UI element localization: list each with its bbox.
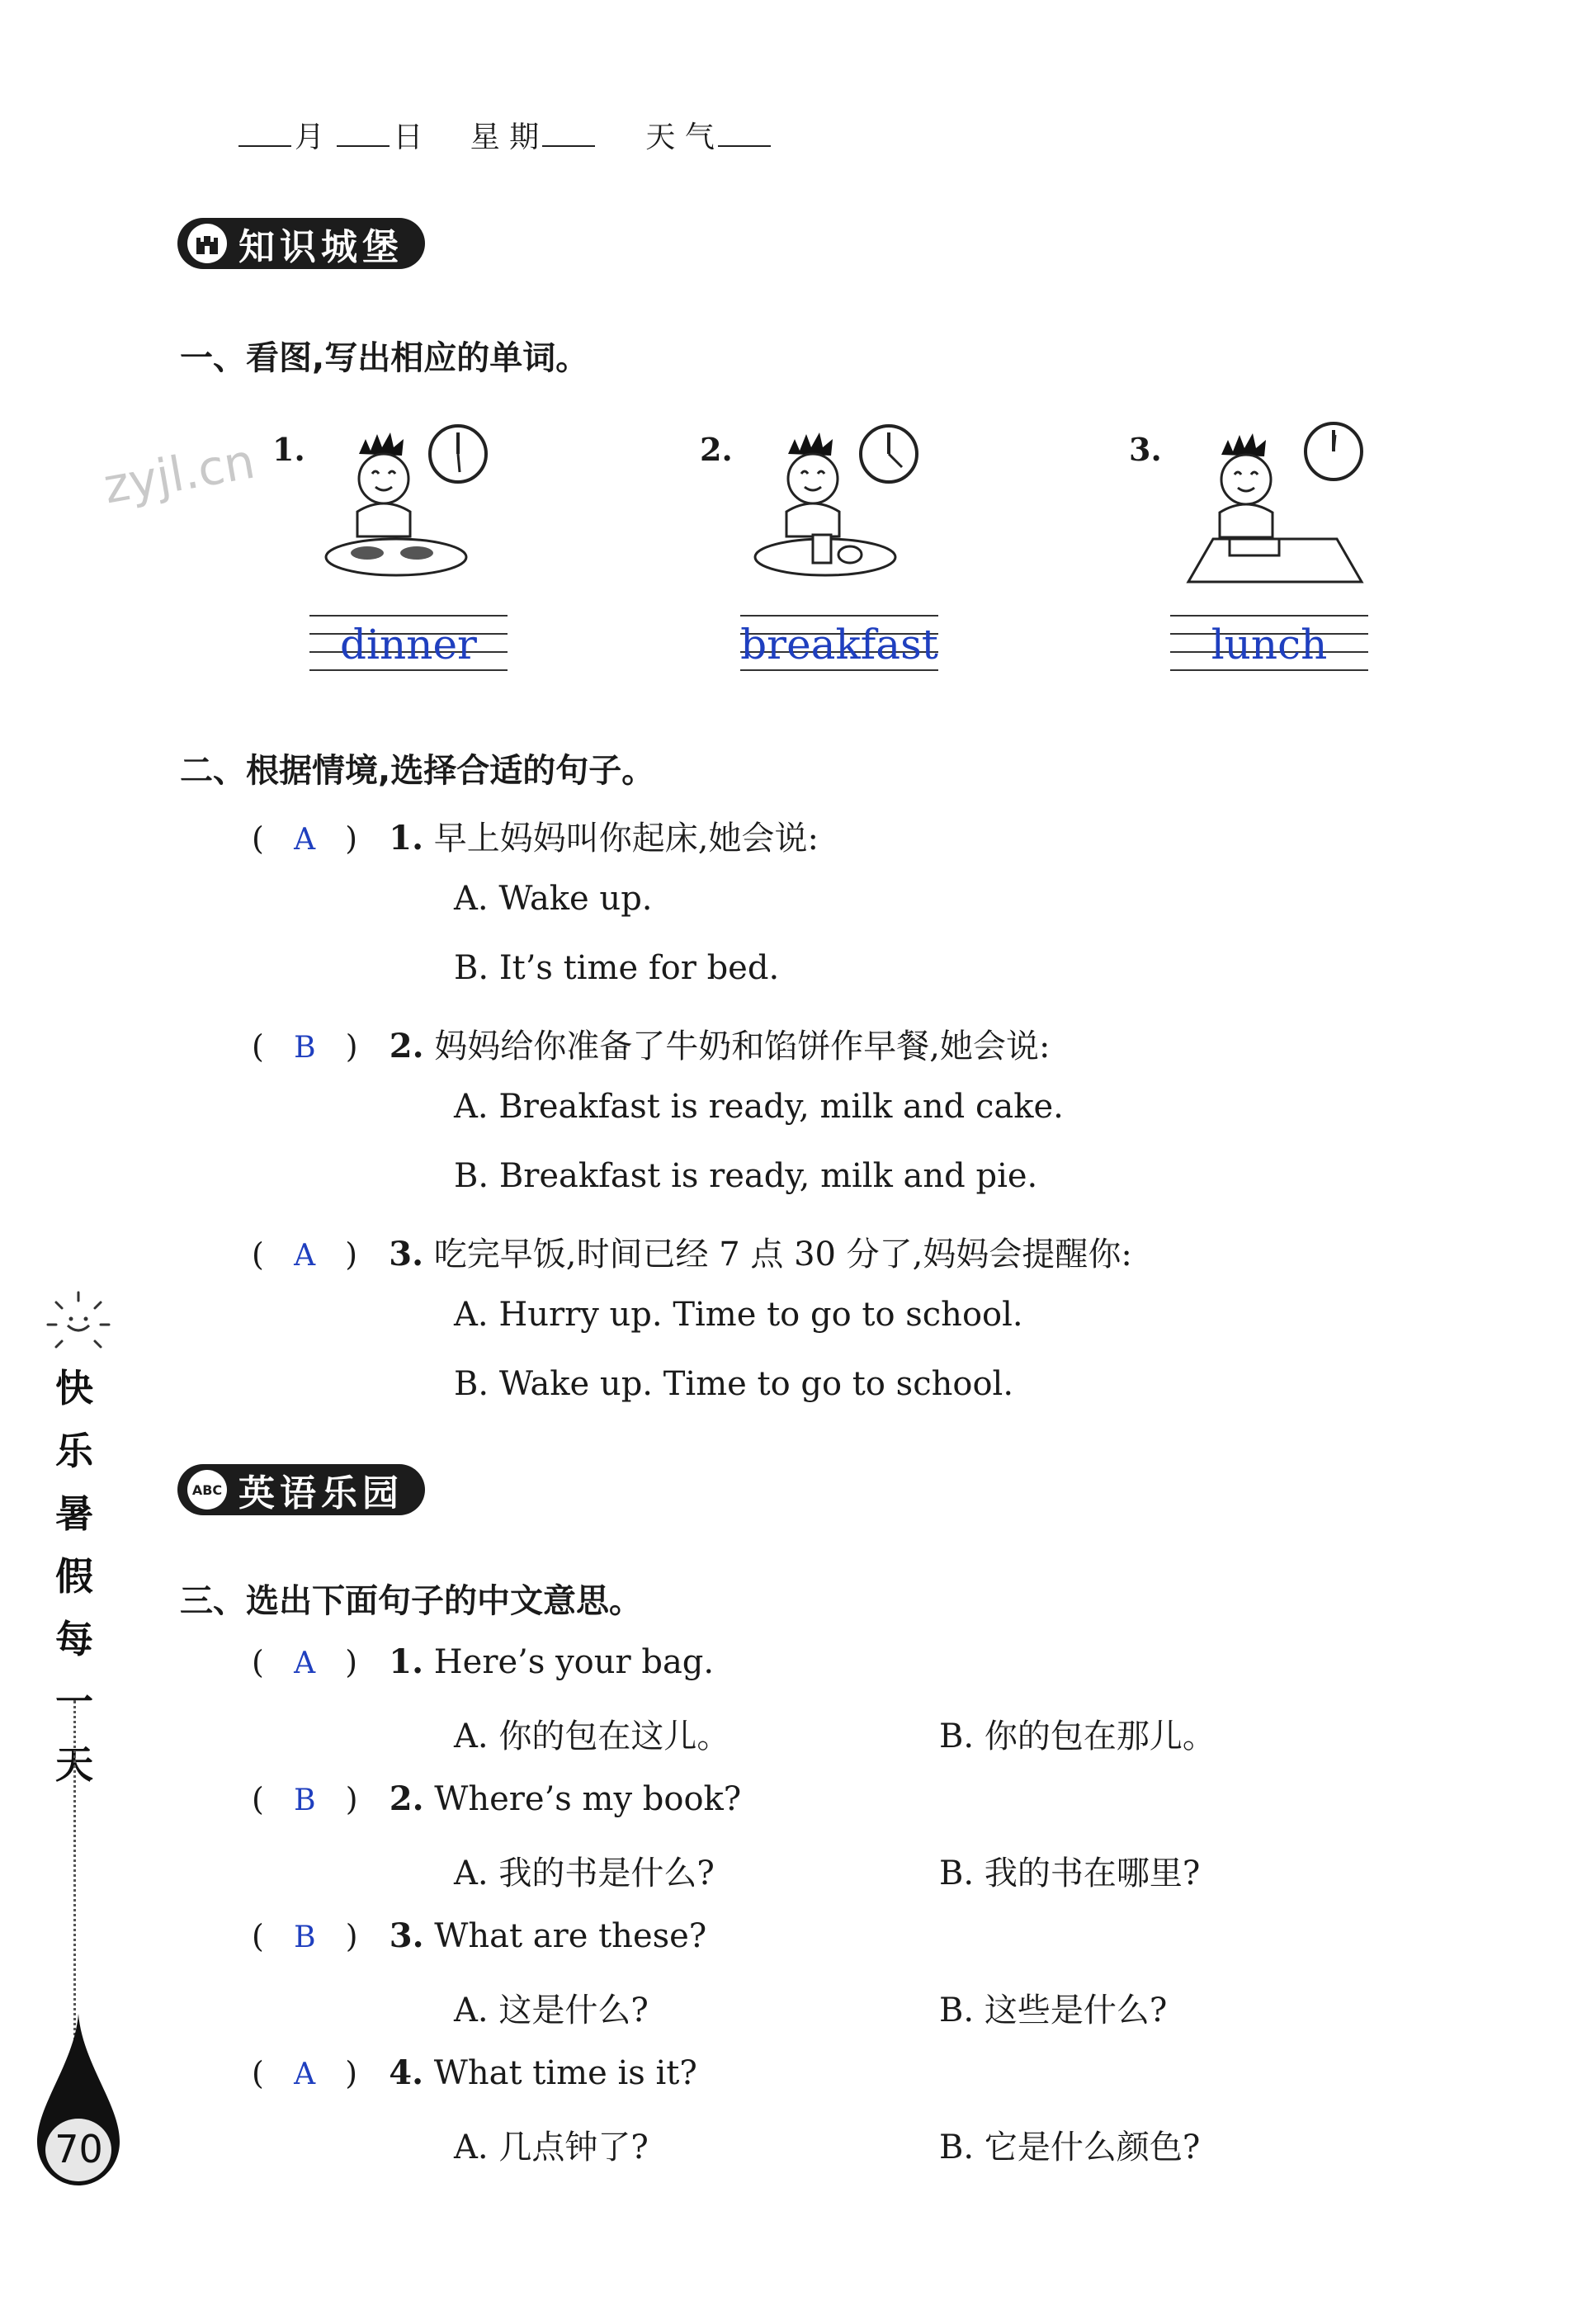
option-a: A. 你的包在这儿。	[454, 1717, 730, 1755]
q2-item-3: ( A ) 3. 吃完早饭,时间已经 7 点 30 分了,妈妈会提醒你:	[252, 1235, 1132, 1273]
option-a: A. Hurry up. Time to go to school.	[454, 1296, 1023, 1334]
option-b: B. Breakfast is ready, milk and pie.	[454, 1157, 1038, 1195]
picture-1-dinner	[318, 421, 499, 589]
day-label: 日	[393, 120, 423, 154]
month-label: 月	[295, 120, 325, 154]
option-b: B. 它是什么颜色?	[939, 2129, 1201, 2166]
weather-blank	[718, 120, 771, 147]
option-a: A. 这是什么?	[454, 1992, 649, 2029]
q3-item-2: ( B ) 2. Where’s my book?	[252, 1779, 742, 1818]
weekday-blank	[542, 120, 595, 147]
weekday-label: 星 期	[470, 120, 540, 154]
picture-1-number: 1.	[272, 431, 305, 468]
answer-word-1: dinner	[340, 621, 477, 669]
picture-2-number: 2.	[700, 431, 733, 468]
option-b: B. 你的包在那儿。	[939, 1717, 1216, 1755]
picture-3-lunch	[1172, 417, 1370, 593]
option-b: B. It’s time for bed.	[454, 949, 780, 987]
question-3-title: 三、选出下面句子的中文意思。	[180, 1582, 642, 1620]
weather-label: 天 气	[645, 120, 715, 154]
abc-blocks-icon: ABC	[187, 1470, 227, 1510]
option-a: A. Breakfast is ready, milk and cake.	[454, 1088, 1064, 1126]
answer-letter: A	[294, 823, 316, 857]
page-number: 70	[54, 2127, 103, 2171]
option-a: A. Wake up.	[454, 880, 653, 918]
day-blank	[337, 120, 390, 147]
castle-icon	[187, 224, 227, 263]
q2-item-2: ( B ) 2. 妈妈给你准备了牛奶和馅饼作早餐,她会说:	[252, 1027, 1051, 1065]
boy-eating-lunch-icon	[1172, 417, 1370, 590]
question-text: Where’s my book?	[434, 1780, 742, 1818]
section-badge-english	[177, 1464, 425, 1515]
picture-3-number: 3.	[1129, 431, 1162, 468]
month-blank	[238, 120, 291, 147]
question-text: 妈妈给你准备了牛奶和馅饼作早餐,她会说:	[434, 1028, 1051, 1065]
q2-item-1: ( A ) 1. 早上妈妈叫你起床,她会说:	[252, 819, 819, 858]
question-text: 吃完早饭,时间已经 7 点 30 分了,妈妈会提醒你:	[433, 1236, 1132, 1273]
question-text: 早上妈妈叫你起床,她会说:	[433, 820, 819, 858]
question-text: What time is it?	[433, 2054, 697, 2092]
date-weather-header	[235, 114, 774, 156]
question-text: What are these?	[434, 1917, 707, 1955]
boy-eating-breakfast-icon	[747, 421, 928, 586]
option-a: A. 我的书是什么?	[454, 1855, 715, 1892]
question-1-title: 一、看图,写出相应的单词。	[180, 339, 589, 377]
answer-word-3: lunch	[1211, 621, 1328, 669]
answer-letter: B	[294, 1921, 316, 1954]
answer-letter: B	[294, 1031, 316, 1065]
option-b: B. Wake up. Time to go to school.	[454, 1365, 1014, 1403]
sun-smiley-icon	[41, 1288, 116, 1365]
option-a: A. 几点钟了?	[454, 2129, 649, 2166]
answer-letter: A	[294, 1647, 316, 1680]
question-text: Here’s your bag.	[433, 1643, 715, 1681]
section-badge-label: 英语乐园	[238, 1472, 404, 1514]
answer-letter: A	[294, 2058, 316, 2091]
watermark: zyjl.cn	[99, 432, 259, 515]
answer-letter: A	[294, 1239, 316, 1273]
question-2-title: 二、根据情境,选择合适的句子。	[180, 752, 655, 790]
option-b: B. 这些是什么?	[939, 1992, 1168, 2029]
q3-item-3: ( B ) 3. What are these?	[252, 1916, 707, 1955]
section-badge-label: 知识城堡	[238, 226, 404, 268]
answer-word-2: breakfast	[740, 621, 938, 669]
q3-item-4: ( A ) 4. What time is it?	[252, 2053, 697, 2092]
q3-item-1: ( A ) 1. Here’s your bag.	[252, 1642, 715, 1681]
answer-letter: B	[294, 1784, 316, 1817]
boy-eating-dinner-icon	[318, 421, 499, 586]
picture-2-breakfast	[747, 421, 928, 589]
sidebar-title: 快 乐 暑 假 每 一 天	[55, 1366, 93, 1787]
sidebar-dotted-line	[73, 1700, 76, 2047]
option-b: B. 我的书在哪里?	[939, 1855, 1201, 1892]
section-badge-knowledge	[177, 218, 425, 269]
